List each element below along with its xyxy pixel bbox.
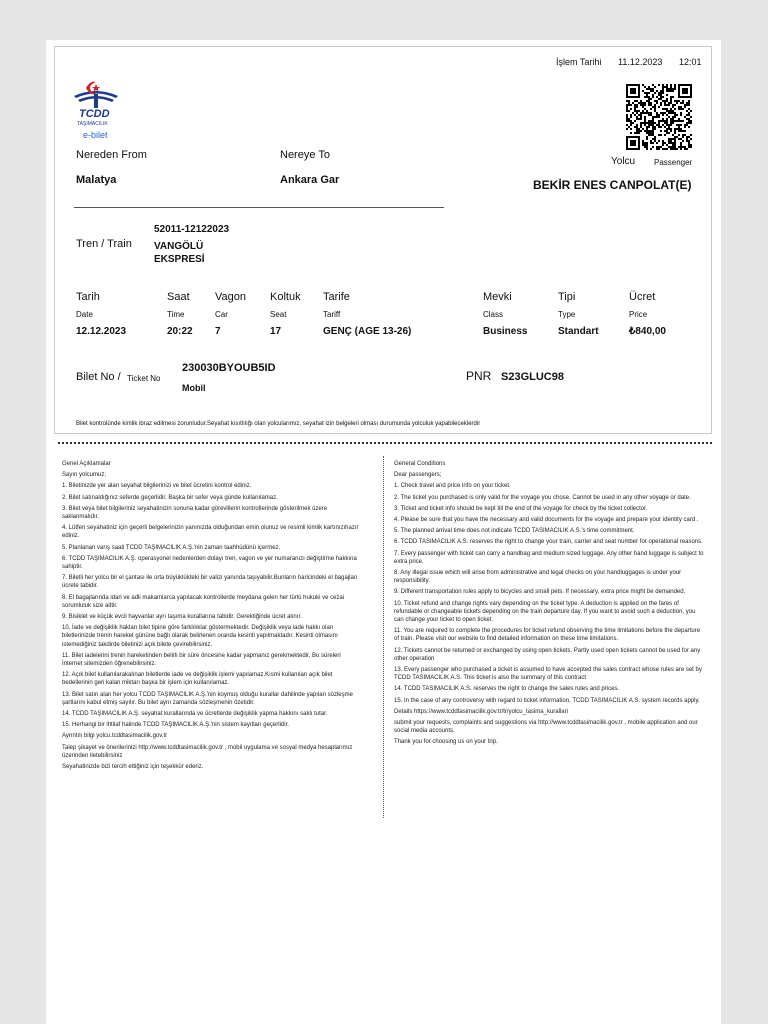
passenger-name: BEKİR ENES CANPOLAT(E) <box>533 178 692 192</box>
price-value: ₺840,00 <box>629 326 666 337</box>
price-sub: Price <box>629 310 648 319</box>
condition-item: 10. İade ve değişiklik hakları bilet tipine göre farklılıklar göstermektedir. Değişiklik veya iade hakkı olan biletlerinizde trenin hareket gününe bağlı olarak belirlenen oranda kesinti yapılmaktadır. Kesinti olmasını istemediğiniz takdirde biletinizi açık bilete çevirebilirsiniz. <box>62 625 338 648</box>
type-label: Tipi <box>558 291 576 303</box>
condition-item: 5. The planned arrival time does not indicate TCDD TASIMACILIK A.S.'s time commitment. <box>394 528 635 535</box>
condition-item: 15. In the case of any controversy with regard to ticket information, TCDD TASIMACILIK A.S. system records apply. <box>394 697 700 704</box>
condition-item: 1. Check travel and price info on your ticket. <box>394 483 511 490</box>
route-divider <box>74 207 444 208</box>
condition-item: 11. Bilet iadelerini trenin hareketinden belirli bir süre öncesine kadar yapmanız gerekmektedir. Bu süreleri İnternet sitemizden öğrenebilirsiniz. <box>62 652 341 668</box>
train-number: 52011-12122023 <box>154 224 230 235</box>
condition-item: 14. TCDD TASIMACILIK A.S. reserves the right to change the sales rules and prices. <box>394 686 620 693</box>
condition-item: 3. Ticket and ticket info should be kept till the end of the voyage for check by the ticket collector. <box>394 505 648 512</box>
from-station: Malatya <box>76 174 117 186</box>
issue-time: 12:01 <box>679 57 702 67</box>
train-label: Tren / Train <box>76 238 132 250</box>
price-label: Ücret <box>629 291 656 303</box>
qr-code <box>626 84 696 150</box>
time-value: 20:22 <box>167 326 193 337</box>
tariff-value: GENÇ (AGE 13-26) <box>323 326 412 337</box>
condition-item: 12. Tickets cannot be returned or exchanged by using open tickets. Partly used open tickets cannot be used for any other operation <box>394 647 701 662</box>
class-sub: Class <box>483 310 504 319</box>
condition-item: 13. Every passenger who purchased a ticket is assumed to have accepted the sales contract whose rules are set by TCDD TASIMACILIK A.S. This ticket is also the summary of this contract <box>394 667 702 682</box>
type-sub: Type <box>558 310 576 319</box>
seat-sub: Seat <box>270 310 287 319</box>
ticket-number: 230030BYOUB5ID <box>182 362 276 374</box>
issue-date: 11.12.2023 <box>618 57 663 67</box>
condition-item: Details https://www.tcddtasimacilik.gov.tr/tr/yolcu_tasima_kurallari <box>394 708 568 715</box>
car-value: 7 <box>215 326 221 337</box>
condition-item: 4. Please be sure that you have the necessary and valid documents for the voyage and prepare your identity card . <box>394 517 699 524</box>
car-sub: Car <box>215 310 228 319</box>
condition-item: 14. TCDD TAŞIMACILIK A.Ş. seyahat kurallarında ve ücretlerde değişiklik yapma hakkını saklı tutar. <box>62 711 328 718</box>
brand-name: TCDD <box>79 108 110 120</box>
conditions-en <box>394 460 706 750</box>
date-sub: Date <box>76 310 93 319</box>
condition-item: 2. Bilet satınaldığınız seferde geçerlidir. Başka bir sefer veya günde kullanılamaz. <box>62 494 278 501</box>
conditions-tr <box>62 460 362 774</box>
condition-item: 2. The ticket you purchased is only valid for the voyage you chose. Cannot be used in any other voyage or date. <box>394 494 691 501</box>
condition-item: Sayın yolcumuz; <box>62 472 107 479</box>
condition-item: 15. Herhangi bir ihtilaf halinde TCDD TAŞIMACILIK A.Ş.'nin sistem kayıtları geçerlidir. <box>62 722 289 729</box>
tariff-sub: Tariff <box>323 310 341 319</box>
class-label: Mevki <box>483 291 512 303</box>
condition-item: 9. Bisiklet ve küçük evcil hayvanlar ayrı taşıma kurallarına tabidir. Gerektiğinde ücret alınır. <box>62 614 302 621</box>
time-sub: Time <box>167 310 185 319</box>
ticket-channel: Mobil <box>182 383 206 393</box>
condition-item: 3. Bilet veya bilet bilgileriniz seyahatinizin sonuna kadar görevlilerin kontrollerinde gösterilmek üzere saklanmalıdır. <box>62 505 328 521</box>
column-divider <box>383 456 384 818</box>
to-label: Nereye To <box>280 149 330 161</box>
passenger-label: Yolcu <box>611 156 636 167</box>
seat-value: 17 <box>270 326 282 337</box>
date-value: 12.12.2023 <box>76 326 127 337</box>
condition-item: Seyahatinizde bizi tercih ettiğiniz için teşekkür ederiz. <box>62 764 204 771</box>
condition-item: Thank you for choosing us on your trip. <box>394 739 498 746</box>
car-label: Vagon <box>215 291 246 303</box>
ticket-no-label-en: Ticket No <box>127 374 161 383</box>
condition-item: Ayrıntılı bilgi yolcu.tcddtasimacilik.gov.tr <box>62 733 168 740</box>
date-label: Tarih <box>76 291 100 303</box>
to-station: Ankara Gar <box>280 174 340 186</box>
condition-item: 5. Planlanan varış saati TCDD TAŞIMACILIK A.Ş.'nin zaman taahhüdünü içermez. <box>62 544 281 551</box>
seat-label: Koltuk <box>270 291 301 303</box>
brand-sub: TAŞIMACILIK <box>77 121 108 127</box>
condition-item: 6. TCDD TASIMACILIK A.S. reserves the right to change your train, carrier and seat number for operational reasons. <box>394 539 703 546</box>
train-name-line1: VANGÖLÜ <box>154 241 204 252</box>
condition-item: 1. Biletinizde yer alan seyahat bilgilerinizi ve bilet ücretini kontrol ediniz. <box>62 483 252 490</box>
condition-item: 11. You are required to complete the procedures for ticket refund observing the time limitations before the departure of train. Please visit our website to find detailed information on these time limitations. <box>394 628 701 643</box>
condition-item: Dear passengers; <box>394 472 442 479</box>
condition-item: 7. Biletli her yolcu bir el çantası ile orta büyüklükteki bir valizi yanında taşıyabilir.Bunların haricindeki el bagajları ücrete tabidir. <box>62 575 358 590</box>
pnr-value: S23GLUC98 <box>501 371 564 383</box>
condition-item: Talep şikayet ve önerilerinizi http://www.tcddtasimacilik.gov.tr , mobil uygulama ve sosyal medya hesaplarımız üzerinden iletebilirsiniz <box>62 744 353 759</box>
tear-line <box>58 442 712 444</box>
condition-item: 6. TCDD TAŞIMACILIK A.Ş. operasyonel nedenlerden dolayı tren, vagon ve yer numaranızı değiştirme hakkına sahiptir. <box>62 555 357 571</box>
condition-item: 4. Lütfen seyahatiniz için geçerli belgelerinizin yanınızda olduğundan emin olunuz ve resimli kimlik kartınızıhazır ediniz. <box>62 525 359 540</box>
train-name-line2: EKSPRESİ <box>154 254 205 265</box>
condition-item: 8. Any illegal issue which will arise from administrative and legal checks on your handluggages is under your responsibility. <box>394 570 682 585</box>
condition-item: 7. Every passenger with ticket can carry a handbag and medium sized luggage. Any other hand luggage is subject to extra price. <box>394 550 704 565</box>
condition-item: 9. Different transportation rules apply to bicycles and small pets. If necessary, extra price might be demanded. <box>394 589 686 596</box>
passenger-label-en: Passenger <box>654 158 693 167</box>
condition-item: 13. Bilet satın alan her yolcu TCDD TAŞIMACILIK A.Ş.'nin koymuş olduğu kurallar dahilinde yapılan sözleşme şartlarını kabul etmiş sayılır. Bu bilet aynı zamanda sözleşmenin özetidir. <box>62 691 353 706</box>
condition-item: submit your requests, complaints and suggestions via http://www.tcddtasimacilik.gov.tr , mobile application and our social media accounts. <box>394 720 698 735</box>
pnr-label: PNR <box>466 369 492 383</box>
condition-item: 10. Ticket refund and change rights vary depending on the ticket type. A deduction is applied on the fares of refundable or changeable tickets depending on the train departure day. If you want to avoid such a deduction, you can change your ticket to open ticket. <box>394 600 696 624</box>
ebilet-label: e-bilet <box>83 130 108 140</box>
condition-item: 12. Açık bilet kullanılarakalınan biletlerde iade ve değişiklik işlemi yapılamaz.Kısmi kullanılan açık bilet bedellerinin geri kalan miktarı başka bir işlem için kullanılamaz. <box>62 672 333 687</box>
ticket-no-label: Bilet No / <box>76 371 121 383</box>
time-label: Saat <box>167 291 190 303</box>
class-value: Business <box>483 326 528 337</box>
id-notice: Bilet kontrolünde kimlik ibraz edilmesi zorunludur.Seyahat kısıtlılığı olan yolcularımız, seyahat izin belgeleri olması durumunda yolculuk yapabileceklerdir <box>76 421 481 427</box>
conditions-heading: Genel Açıklamalar <box>62 461 111 467</box>
from-label: Nereden From <box>76 149 147 161</box>
type-value: Standart <box>558 326 599 337</box>
conditions-heading: General Conditions <box>394 461 446 467</box>
issue-date-label: İşlem Tarihi <box>556 57 602 67</box>
tariff-label: Tarife <box>323 291 350 303</box>
condition-item: 8. El bagajlarında idari ve adli makamlarca yapılacak kontrollerde meydana gelen her türlü hukuki ve cezai sorumluluk size aittir. <box>62 594 345 609</box>
